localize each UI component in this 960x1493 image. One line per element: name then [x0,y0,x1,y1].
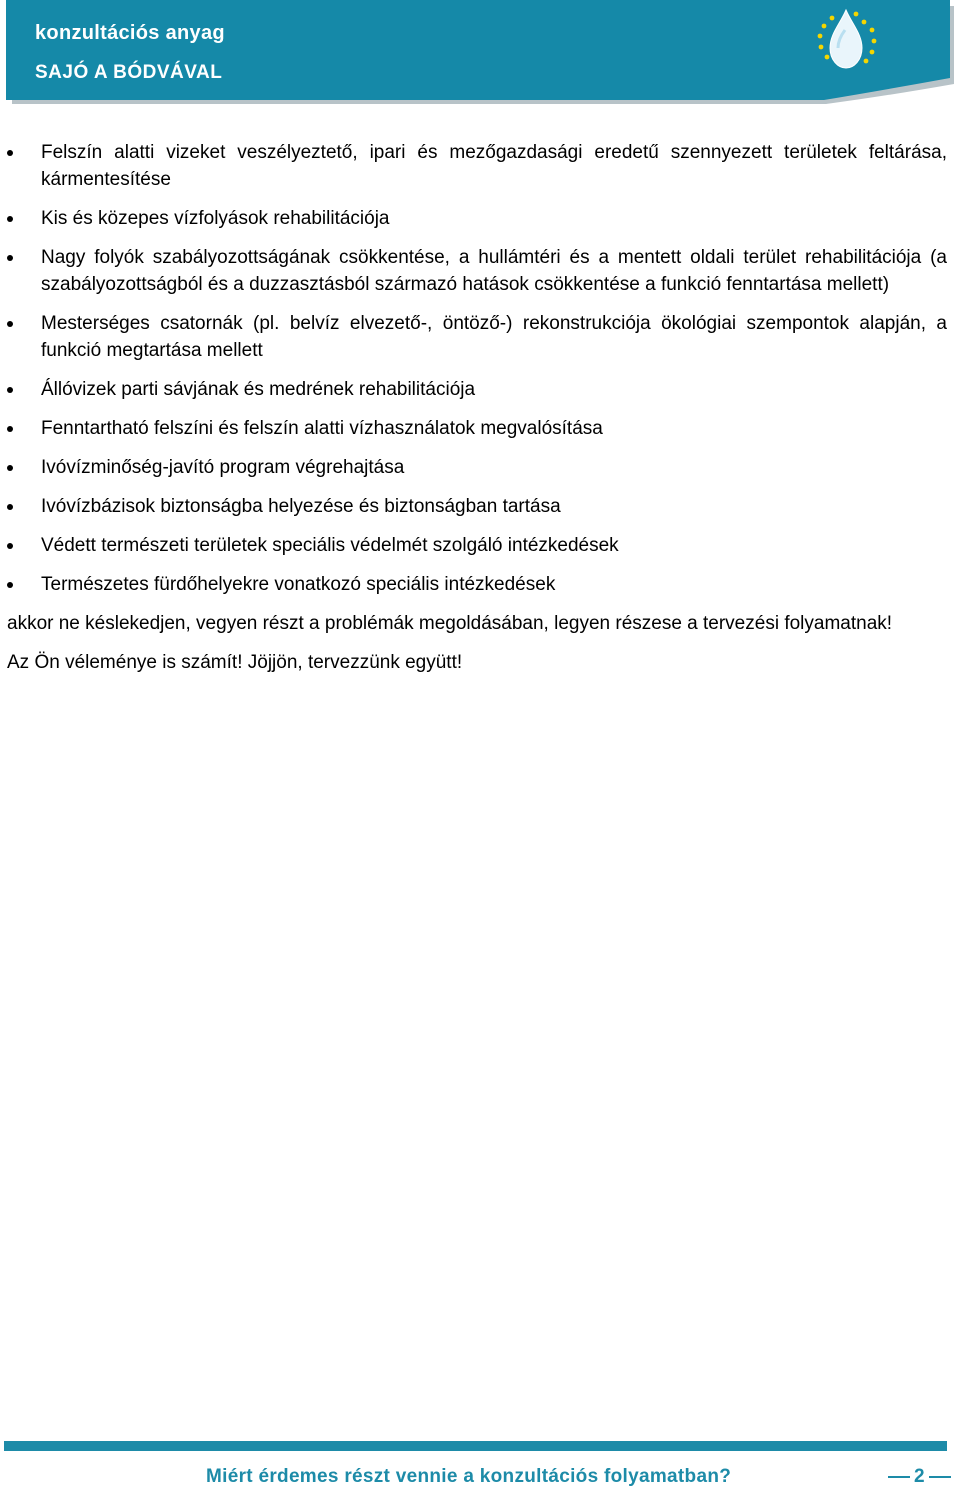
list-item-text: Mesterséges csatornák (pl. belvíz elvezető-, öntöző-) rekonstrukciója ökológiai szempontok alapján, a funkció megtartása mellett [41,313,947,361]
page-number [884,1466,955,1488]
bullet-icon [7,321,13,327]
list-item [7,244,947,298]
bullet-icon [7,504,13,510]
page-header [6,0,954,105]
list-item-text: Felszín alatti vizeket veszélyeztető, ipari és mezőgazdasági eredetű szennyezett területek feltárása, kármentesítése [41,142,947,190]
list-item-text: Ivóvízbázisok biztonságba helyezése és biztonságban tartása [41,496,561,517]
measure-list [7,139,947,598]
list-item [7,415,947,442]
bullet-icon [7,426,13,432]
bullet-icon [7,150,13,156]
footer-title: Miért érdemes részt vennie a konzultációs folyamatban? [206,1466,732,1487]
list-item-text: Védett természeti területek speciális védelmét szolgáló intézkedések [41,535,619,556]
list-item-text: Kis és közepes vízfolyások rehabilitációja [41,208,390,229]
bullet-icon [7,387,13,393]
list-item-text: Ivóvízminőség-javító program végrehajtása [41,457,405,478]
page-number-value: 2 [914,1466,925,1487]
bullet-icon [7,465,13,471]
bullet-icon [7,582,13,588]
header-subtitle: SAJÓ A BÓDVÁVAL [35,62,223,83]
list-item [7,532,947,559]
closing-paragraph: akkor ne késlekedjen, vegyen részt a problémák megoldásában, legyen részese a tervezési folyamatnak! [7,613,893,634]
bullet-icon [7,216,13,222]
dash-icon [888,1476,910,1478]
list-item [7,571,947,598]
bullet-icon [7,255,13,261]
list-item [7,310,947,364]
dash-icon [929,1476,951,1478]
footer-bar [4,1441,947,1451]
closing-invitation: Az Ön véleménye is számít! Jöjjön, tervezzünk együtt! [7,652,463,673]
list-item [7,376,947,403]
list-item [7,493,947,520]
water-drop-eu-stars-icon [812,4,892,74]
list-item-text: Állóvizek parti sávjának és medrének rehabilitációja [41,379,476,400]
page-content [7,139,947,688]
bullet-icon [7,543,13,549]
list-item-text: Nagy folyók szabályozottságának csökkentése, a hullámtéri és a mentett oldali terület rehabilitációja (a szabályozottságból és a duzzasztásból származó hatások csökkentése a funkció fenntartása mellett) [41,247,947,295]
list-item [7,205,947,232]
list-item-text: Természetes fürdőhelyekre vonatkozó speciális intézkedések [41,574,556,595]
list-item-text: Fenntartható felszíni és felszín alatti vízhasználatok megvalósítása [41,418,603,439]
list-item [7,139,947,193]
header-title: konzultációs anyag [35,22,225,44]
list-item [7,454,947,481]
